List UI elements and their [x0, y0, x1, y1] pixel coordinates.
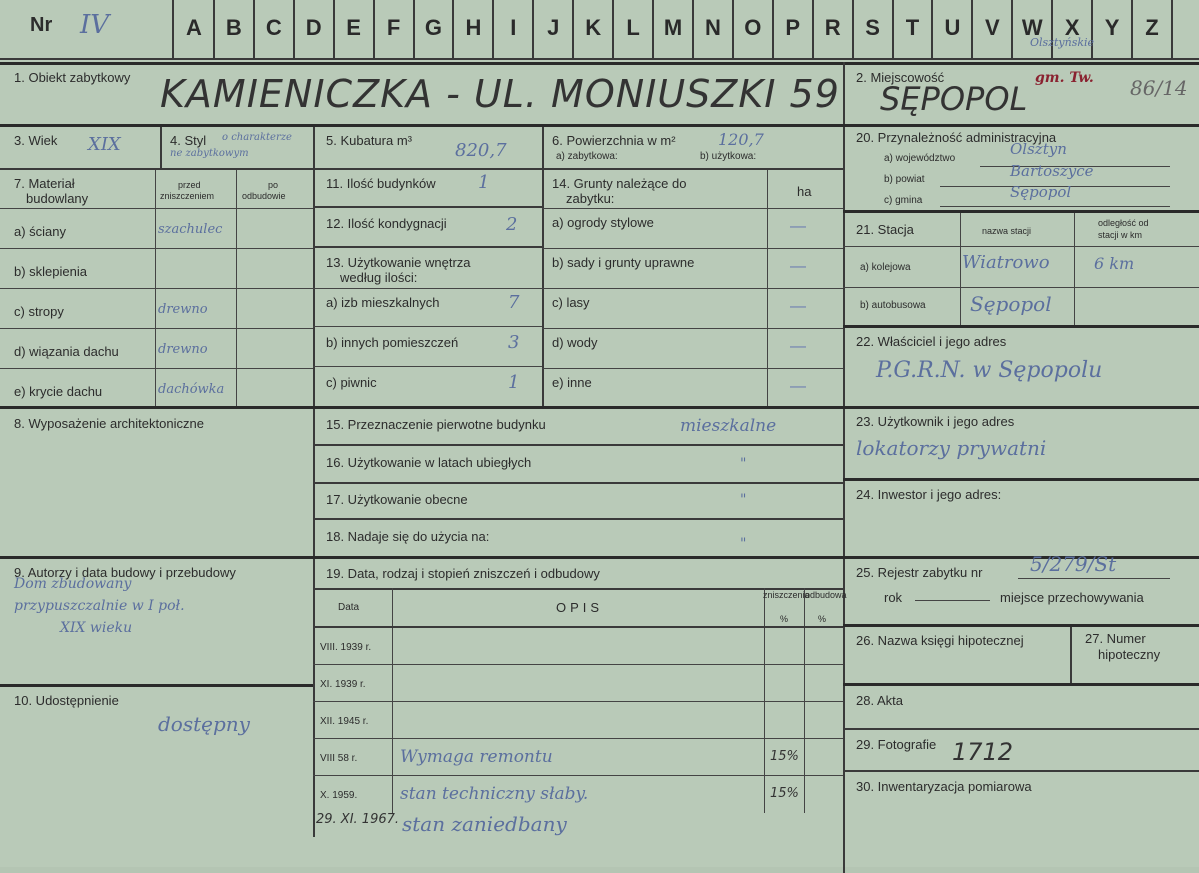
original-use-value: mieszkalne [680, 416, 777, 436]
land-row-label: d) wody [552, 335, 598, 350]
damage-label: 19. Data, rodzaj i stopień zniszczeń i odbudowy [326, 566, 600, 581]
admin-b-value: Bartoszyce [1010, 162, 1094, 180]
material-row-label: e) krycie dachu [14, 384, 103, 399]
letter-p: P [785, 15, 801, 40]
material-col1b: zniszczeniem [160, 191, 215, 201]
mortgage-number-label-1: 27. Numer [1085, 631, 1146, 646]
current-use-label: 17. Użytkowanie obecne [326, 492, 468, 507]
damage-opis-extra: stan zaniedbany [402, 812, 567, 836]
letter-x: X [1064, 15, 1080, 40]
authors-label: 9. Autorzy i data budowy i przebudowy [14, 565, 236, 580]
owner-value: P.G.R.N. w Sępopolu [876, 358, 1103, 383]
station-col2a: odległość od [1098, 218, 1149, 228]
station-label: 21. Stacja [856, 222, 914, 237]
access-label: 10. Udostępnienie [14, 693, 119, 708]
measurement-label: 30. Inwentaryzacja pomiarowa [856, 779, 1032, 794]
material-row-value: drewno [158, 302, 208, 317]
user-value: lokatorzy prywatni [856, 436, 1047, 460]
damage-col-zn-pct: % [780, 614, 789, 624]
buildings-value: 1 [478, 172, 490, 193]
letter-a: A [186, 15, 202, 40]
damage-col-zn: zniszczenia [763, 590, 810, 600]
photos-value: 1712 [952, 738, 1014, 766]
letter-n: N [704, 15, 721, 40]
access-value: dostępny [158, 712, 250, 736]
interior-row-label: a) izb mieszkalnych [326, 295, 440, 310]
mortgage-number-label-2: hipoteczny [1098, 647, 1161, 662]
station-a-name: Wiatrowo [962, 252, 1050, 273]
volume-value: 820,7 [455, 140, 507, 161]
register-place: miejsce przechowywania [1000, 590, 1144, 605]
letter-u: U [944, 15, 961, 40]
files-label: 28. Akta [856, 693, 903, 708]
row-divider [0, 368, 313, 369]
style-label: 4. Styl [170, 133, 207, 148]
age-value: XIX [88, 134, 121, 155]
material-row-label: d) wiązania dachu [14, 344, 119, 359]
land-row-value: — [790, 378, 806, 395]
letter-t: T [905, 15, 920, 40]
station-a-km: 6 km [1094, 254, 1135, 273]
station-col1: nazwa stacji [982, 226, 1032, 236]
admin-c-label: c) gmina [884, 195, 923, 206]
authors-line-2: przypuszczalnie w I poł. [14, 598, 185, 614]
row-divider [313, 775, 843, 776]
material-row-value: szachulec [158, 222, 223, 237]
row-divider [542, 288, 843, 289]
area-label: 6. Powierzchnia w m² [552, 133, 676, 148]
interior-row-value: 7 [508, 292, 520, 313]
interior-row-label: b) innych pomieszczeń [326, 335, 459, 350]
land-label-1: 14. Grunty należące do [552, 176, 687, 191]
register-rok: rok [884, 590, 903, 605]
style-value-2: ne zabytkowym [170, 148, 249, 159]
material-row-value: dachówka [158, 382, 225, 397]
material-row-label: c) stropy [14, 304, 64, 319]
admin-label: 20. Przynależność administracyjna [856, 130, 1057, 145]
damage-row-date: VIII. 1939 r. [320, 642, 372, 653]
locality-value: SĘPOPOL [880, 80, 1028, 118]
current-use-value: " [740, 492, 747, 508]
damage-row-opis: stan techniczny słaby. [400, 784, 589, 804]
row-divider [313, 664, 843, 665]
damage-row-date: XII. 1945 r. [320, 716, 369, 727]
object-value: KAMIENICZKA - UL. MONIUSZKI 59 [160, 72, 840, 116]
letter-g: G [424, 15, 443, 40]
damage-date-extra: 29. XI. 1967. [316, 812, 400, 827]
owner-label: 22. Właściciel i jego adres [856, 334, 1007, 349]
station-col2b: stacji w km [1098, 230, 1143, 240]
volume-label: 5. Kubatura m³ [326, 133, 412, 148]
interior-label-2: według ilości: [340, 270, 418, 285]
row-divider [542, 328, 843, 329]
letter-v: V [985, 15, 1000, 40]
damage-row-date: X. 1959. [320, 790, 358, 801]
interior-row-label: c) piwnic [326, 375, 377, 390]
material-label-1: 7. Materiał [14, 176, 75, 191]
land-row-label: b) sady i grunty uprawne [552, 255, 695, 270]
row-divider [313, 366, 542, 367]
damage-col-opis: OPIS [556, 600, 604, 615]
damage-col-date: Data [338, 602, 360, 613]
area-value: 120,7 [718, 130, 764, 149]
area-sub-a: a) zabytkowa: [556, 151, 618, 162]
letter-k: K [585, 15, 602, 40]
damage-row-opis: Wymaga remontu [400, 747, 553, 767]
mortgage-book-label: 26. Nazwa księgi hipotecznej [856, 633, 1024, 648]
letter-m: M [663, 15, 683, 40]
land-row-value: — [790, 298, 806, 315]
material-label-2: budowlany [26, 191, 89, 206]
material-row-value: drewno [158, 342, 208, 357]
header-note: Olsztyńskie [1030, 36, 1095, 49]
letter-r: R [824, 15, 841, 40]
investor-label: 24. Inwestor i jego adres: [856, 487, 1002, 502]
age-label: 3. Wiek [14, 133, 58, 148]
letter-z: Z [1145, 15, 1159, 40]
past-use-value: " [740, 456, 747, 472]
authors-line-3: XIX wieku [60, 620, 133, 636]
row-divider [542, 248, 843, 249]
letter-i: I [510, 15, 517, 40]
letter-b: B [225, 15, 242, 40]
damage-row-zn: 15% [770, 749, 799, 764]
damage-col-od-pct: % [818, 614, 827, 624]
damage-row-zn: 15% [770, 786, 799, 801]
land-row-label: e) inne [552, 375, 592, 390]
land-row-value: — [790, 218, 806, 235]
nr-label: Nr [30, 14, 53, 36]
letter-l: L [626, 15, 640, 40]
nr-value: IV [80, 10, 110, 40]
letter-f: F [386, 15, 401, 40]
letter-o: O [744, 15, 762, 40]
letter-d: D [305, 15, 322, 40]
admin-a-label: a) województwo [884, 153, 956, 164]
row-divider [0, 288, 313, 289]
material-col1a: przed [178, 180, 201, 190]
user-label: 23. Użytkownik i jego adres [856, 414, 1015, 429]
station-a-label: a) kolejowa [860, 262, 911, 273]
suitable-use-value: " [740, 536, 747, 552]
locality-number: 86/14 [1130, 76, 1188, 100]
buildings-label: 11. Ilość budynków [326, 176, 436, 191]
locality-label: 2. Miejscowość [856, 70, 945, 85]
station-b-name: Sępopol [970, 292, 1052, 316]
admin-c-value: Sępopol [1010, 183, 1072, 201]
authors-line-1: Dom zbudowany [14, 576, 132, 592]
damage-row-date: VIII 58 r. [320, 753, 358, 764]
interior-row-value: 1 [508, 372, 520, 393]
area-sub-b: b) użytkowa: [700, 151, 757, 162]
storeys-label: 12. Ilość kondygnacji [326, 216, 447, 231]
material-row-label: b) sklepienia [14, 264, 87, 279]
land-row-label: a) ogrody stylowe [552, 215, 654, 230]
register-value: 5/279/St [1030, 552, 1117, 576]
interior-label-1: 13. Użytkowanie wnętrza [326, 255, 471, 270]
letter-y: Y [1104, 15, 1120, 40]
land-row-label: c) lasy [552, 295, 590, 310]
fittings-label: 8. Wyposażenie architektoniczne [14, 416, 204, 431]
land-label-2: zabytku: [566, 191, 615, 206]
land-row-value: — [790, 258, 806, 275]
letter-j: J [547, 15, 560, 40]
object-label: 1. Obiekt zabytkowy [14, 70, 131, 85]
damage-row-date: XI. 1939 r. [320, 679, 366, 690]
admin-b-label: b) powiat [884, 174, 925, 185]
material-col2b: odbudowie [242, 191, 286, 201]
register-label: 25. Rejestr zabytku nr [856, 565, 983, 580]
suitable-use-label: 18. Nadaje się do użycia na: [326, 529, 490, 544]
photos-label: 29. Fotografie [856, 737, 937, 752]
letter-s: S [865, 15, 880, 40]
row-divider [0, 328, 313, 329]
interior-row-value: 3 [508, 332, 520, 353]
damage-col-od: odbudowa [805, 590, 847, 600]
storeys-value: 2 [506, 214, 518, 235]
letter-divider [1171, 0, 1173, 58]
admin-a-value: Olsztyn [1010, 140, 1067, 158]
land-row-value: — [790, 338, 806, 355]
locality-extra: gm. Tw. [1035, 70, 1094, 86]
style-value-1: o charakterze [222, 132, 292, 143]
letter-c: C [265, 15, 282, 40]
material-col2a: po [268, 180, 279, 190]
row-divider [313, 701, 843, 702]
past-use-label: 16. Użytkowanie w latach ubiegłych [326, 455, 532, 470]
material-row-label: a) ściany [14, 224, 67, 239]
original-use-label: 15. Przeznaczenie pierwotne budynku [326, 417, 546, 432]
row-divider [542, 368, 843, 369]
land-unit: ha [797, 184, 812, 199]
row-divider [313, 326, 542, 327]
letter-e: E [346, 15, 361, 40]
letter-w: W [1021, 15, 1043, 40]
row-divider [313, 738, 843, 739]
letter-h: H [465, 15, 482, 40]
row-divider [0, 248, 313, 249]
station-b-label: b) autobusowa [860, 300, 926, 311]
